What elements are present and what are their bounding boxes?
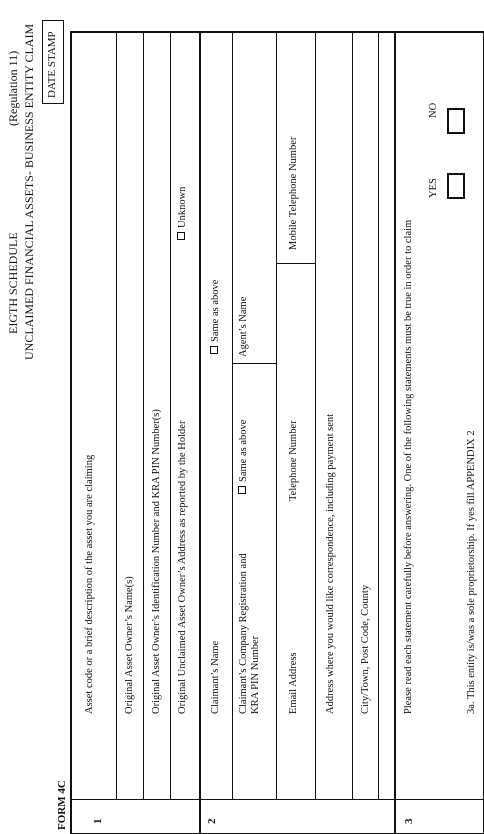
city-field[interactable]: City/Town, Post Code, County [360, 584, 371, 714]
telephone-field[interactable]: Telephone Number [288, 420, 299, 501]
claim-title: UNCLAIMED FINANCIAL ASSETS- BUSINESS ENTITY CLAIM [22, 23, 36, 360]
no-label: NO [428, 102, 439, 118]
date-stamp-label: DATE STAMP [46, 31, 58, 98]
unknown-checkbox[interactable] [177, 232, 185, 240]
section-3-number: 3 [403, 818, 415, 824]
unknown-label: Unknown [177, 186, 188, 228]
correspondence-address-field[interactable]: Address where you would like correspondence, including payment sent [325, 413, 336, 714]
statement-3a: 3a. This entity is/was a sole proprietorship. If yes fill APPENDIX 2 [466, 430, 477, 714]
registration-same-as-above[interactable] [238, 420, 250, 494]
unknown-option[interactable] [177, 187, 189, 240]
owner-address-field[interactable]: Original Unclaimed Asset Owner’s Address as reported by the Holder [177, 420, 188, 714]
regulation-reference: (Regulation 11) [6, 50, 20, 126]
agent-name-field[interactable]: Agent’s Name [238, 296, 249, 357]
owner-name-field[interactable]: Original Asset Owner’s Name(s) [124, 576, 135, 714]
claimant-name-field[interactable]: Claimant’s Name [210, 640, 221, 714]
registration-same-label: Same as above [238, 419, 249, 482]
mobile-field[interactable]: Mobile Telephone Number [288, 136, 299, 250]
asset-code-field[interactable]: Asset code or a brief description of the asset you are claiming [84, 454, 95, 714]
owner-id-field[interactable]: Original Asset Owner’s Identification Number and KRA PIN Number(s) [151, 409, 162, 714]
registration-label-line1[interactable]: Claimant’s Company Registration and [238, 553, 249, 714]
yes-label: YES [428, 178, 439, 198]
yes-checkbox[interactable] [447, 173, 465, 199]
section-1-number: 1 [92, 818, 104, 824]
schedule-heading: EIGTH SCHEDULE [6, 232, 20, 334]
section-2-number: 2 [206, 818, 218, 824]
claimant-same-checkbox[interactable] [210, 346, 218, 354]
email-field[interactable]: Email Address [288, 652, 299, 714]
form-label: FORM 4C [56, 780, 68, 830]
no-checkbox[interactable] [447, 108, 465, 134]
claimant-same-label: Same as above [210, 279, 221, 342]
claimant-same-as-above[interactable] [210, 280, 222, 354]
section-3-instructions: Please read each statement carefully before answering. One of the following statements must be true in order to claim [403, 219, 414, 714]
registration-same-checkbox[interactable] [238, 486, 246, 494]
registration-label-line2: KRA PIN Number [250, 635, 261, 714]
